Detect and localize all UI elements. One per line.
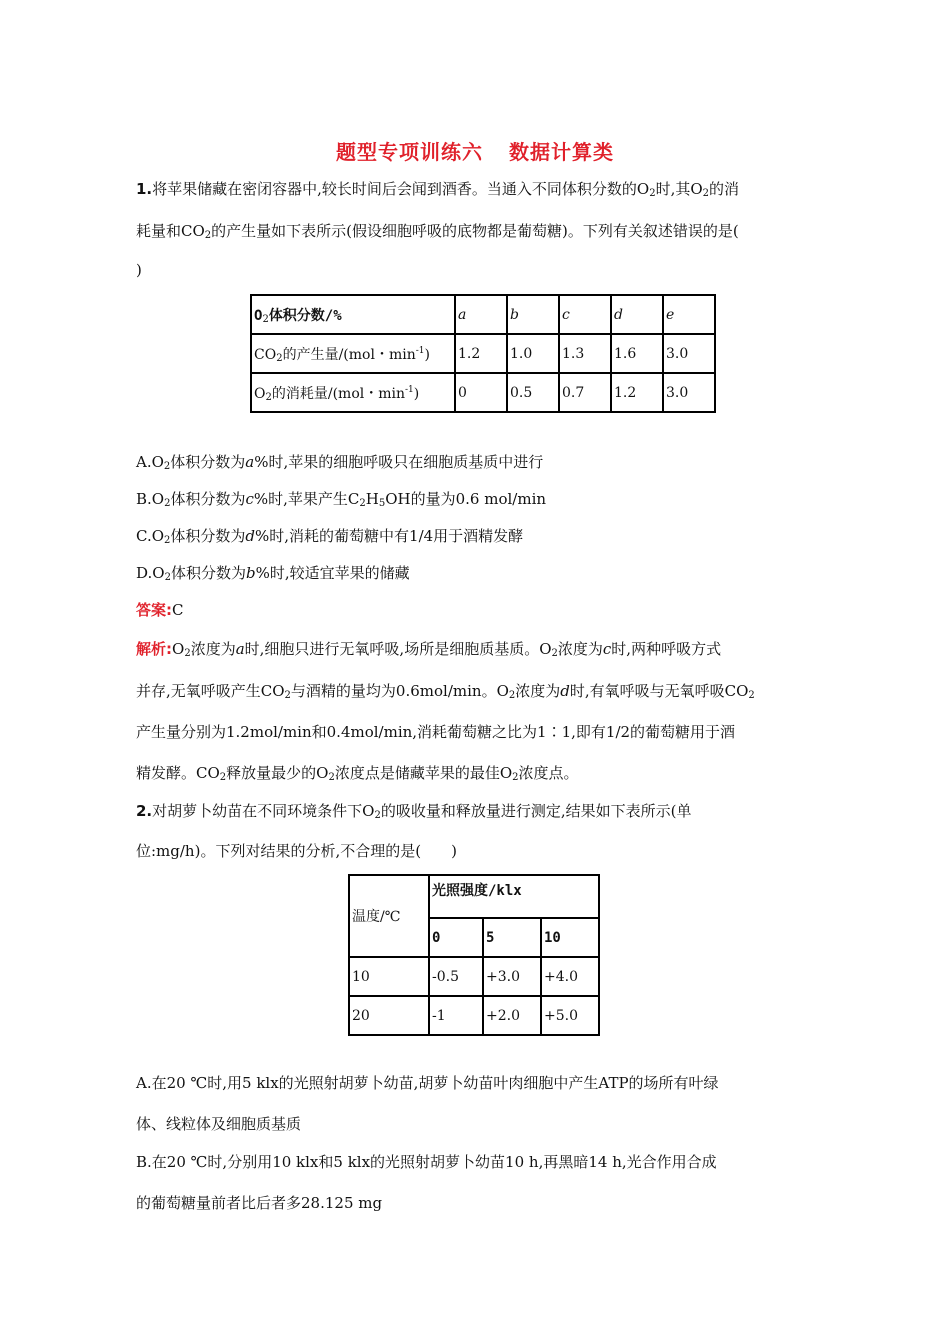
table-cell: 0.7 — [559, 373, 611, 412]
table-cell: 5 — [483, 918, 541, 957]
table-row — [349, 996, 599, 1035]
table-row — [251, 334, 715, 373]
q1-analysis-line3: 产生量分别为1.2mol/min和0.4mol/min,消耗葡萄糖之比为1∶1,即有1/2的葡萄糖用于酒 — [136, 723, 736, 741]
table-cell: e — [663, 295, 715, 334]
q2-option-b-line1: B.在20 ℃时,分别用10 klx和5 klx的光照射胡萝卜幼苗10 h,再黑暗14 h,光合作用合成 — [136, 1153, 717, 1171]
q1-analysis-line2: 并存,无氧呼吸产生$CO_2$与酒精的量均为0.6mol/min。$O_2$浓度为d时,有氧呼吸与无氧呼吸$CO_2$ — [136, 682, 755, 701]
table-cell: 1.2 — [455, 334, 507, 373]
table-cell: +4.0 — [541, 957, 599, 996]
table-cell: 10 — [349, 957, 429, 996]
table-header-label: $O_2$体积分数/% — [251, 295, 455, 334]
table-cell: b — [507, 295, 559, 334]
answer-label: 答案: — [136, 601, 172, 619]
analysis-label: 解析: — [136, 640, 172, 658]
q1-analysis-line1: 解析$:O_2$浓度为a时,细胞只进行无氧呼吸,场所是细胞质基质。$O_2$浓度为c时,两种呼吸方式 — [136, 640, 722, 659]
q2-option-b-line2: 的葡萄糖量前者比后者多28.125 mg — [136, 1194, 383, 1212]
table-cell: 20 — [349, 996, 429, 1035]
table-cell: 0 — [429, 918, 483, 957]
table-cell: 3.0 — [663, 373, 715, 412]
table-cell: +2.0 — [483, 996, 541, 1035]
temp-header: 温度/℃ — [349, 875, 429, 957]
table-cell: 1.6 — [611, 334, 663, 373]
table-cell: 10 — [541, 918, 599, 957]
title-sub: 数据计算类 — [509, 140, 614, 164]
table-cell: c — [559, 295, 611, 334]
q1-stem-line3: ) — [136, 261, 142, 279]
table-cell: 1.0 — [507, 334, 559, 373]
table-cell: 0.5 — [507, 373, 559, 412]
table-row — [349, 957, 599, 996]
table-row — [251, 295, 715, 334]
q1-analysis-line4: 精发酵。$CO_2$释放量最少的$O_2$浓度点是储藏苹果的最佳$O_2$浓度点。 — [136, 764, 579, 783]
table-cell: +3.0 — [483, 957, 541, 996]
table-cell: d — [611, 295, 663, 334]
light-header: 光照强度/klx — [429, 875, 599, 918]
q2-data-table — [348, 874, 600, 1036]
table-row — [251, 373, 715, 412]
q2-option-a-line1: A.在20 ℃时,用5 klx的光照射胡萝卜幼苗,胡萝卜幼苗叶肉细胞中产生ATP的场所有叶绿 — [136, 1074, 719, 1092]
q2-number: 2. — [136, 802, 153, 820]
page-title — [0, 136, 950, 165]
q2-stem-line1: 2.对胡萝卜幼苗在不同环境条件下$O_2$的吸收量和释放量进行测定,结果如下表所示(单 — [136, 802, 692, 821]
table-row — [349, 875, 599, 918]
q1-option-b: $B.O_2$体积分数为c%时,苹果产生$C_2H_5OH$的量为0.6 mol/min — [136, 490, 547, 509]
title-main: 题型专项训练六 — [336, 140, 483, 164]
table-cell: -0.5 — [429, 957, 483, 996]
table-cell: 0 — [455, 373, 507, 412]
table-cell: -1 — [429, 996, 483, 1035]
table-row-label: $O_2$的消耗量/(mol・$\min^{-1}$) — [251, 373, 455, 412]
table-cell: +5.0 — [541, 996, 599, 1035]
table-cell: 1.3 — [559, 334, 611, 373]
q1-option-a: $A.O_2$体积分数为a%时,苹果的细胞呼吸只在细胞质基质中进行 — [136, 453, 544, 472]
q2-stem-line2: 位:mg/h)。下列对结果的分析,不合理的是( ) — [136, 842, 457, 860]
q1-data-table — [250, 294, 716, 413]
q1-option-c: $C.O_2$体积分数为d%时,消耗的葡萄糖中有1/4用于酒精发酵 — [136, 527, 524, 546]
q1-answer: 答案:C — [136, 601, 184, 619]
q2-option-a-line2: 体、线粒体及细胞质基质 — [136, 1115, 302, 1133]
table-cell: 1.2 — [611, 373, 663, 412]
table-cell: a — [455, 295, 507, 334]
q1-stem-line2: 耗量和$CO_2$的产生量如下表所示(假设细胞呼吸的底物都是葡萄糖)。下列有关叙述错误的是( — [136, 222, 739, 241]
q1-stem-line1: 1.将苹果储藏在密闭容器中,较长时间后会闻到酒香。当通入不同体积分数的$O_2$时,其$O_2$的消 — [136, 180, 740, 199]
q1-number: 1. — [136, 180, 153, 198]
table-cell: 3.0 — [663, 334, 715, 373]
table-row-label: $CO_2$的产生量/(mol・$\min^{-1}$) — [251, 334, 455, 373]
q1-option-d: $D.O_2$体积分数为b%时,较适宜苹果的储藏 — [136, 564, 410, 583]
